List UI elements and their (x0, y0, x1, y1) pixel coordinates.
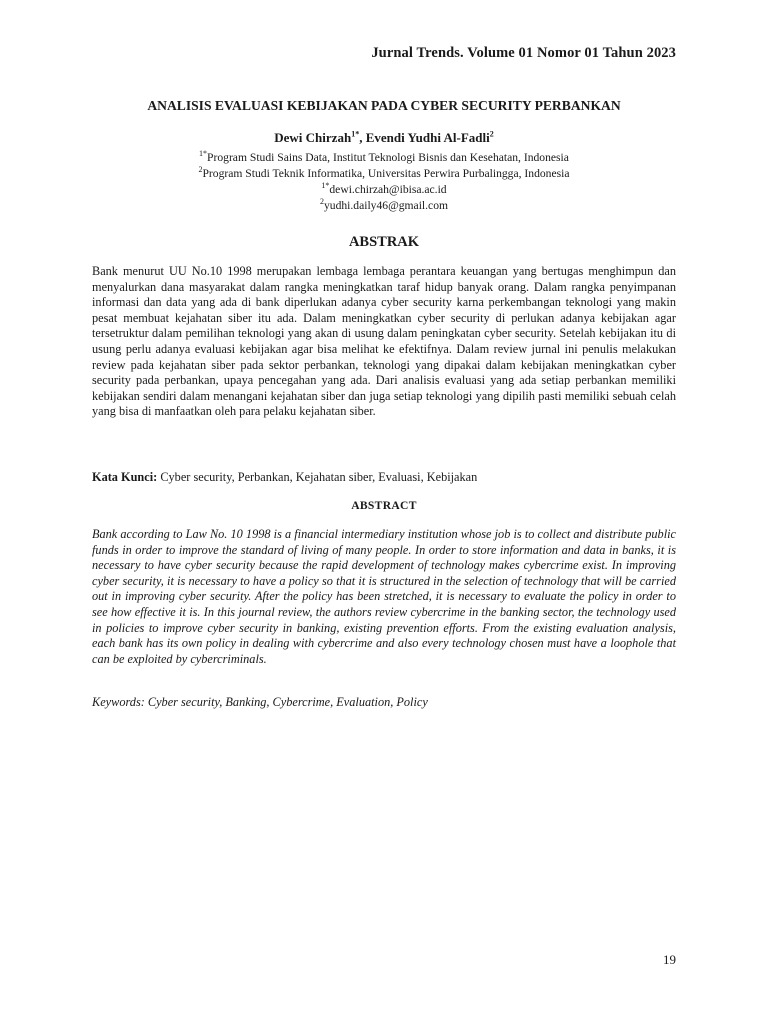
kata-kunci-label: Kata Kunci: (92, 470, 158, 484)
page-number: 19 (663, 952, 676, 967)
author-name: Dewi Chirzah (274, 130, 352, 145)
affiliation-superscript: 2 (198, 165, 203, 175)
email-line (92, 182, 676, 198)
affiliation-line (92, 150, 676, 166)
keywords: Keywords: Cyber security, Banking, Cybercrime, Evaluation, Policy (92, 695, 428, 709)
abstrak-heading: ABSTRAK (348, 234, 420, 250)
email-superscript: 2 (319, 197, 324, 207)
affiliation-list (92, 150, 676, 214)
journal-header: Jurnal Trends. Volume 01 Nomor 01 Tahun 2023 (371, 45, 676, 61)
affiliation-text: Program Studi Sains Data, Institut Teknologi Bisnis dan Kesehatan, Indonesia (207, 151, 569, 164)
author-list (92, 130, 676, 146)
author-superscript: 2 (489, 129, 494, 139)
kata-kunci-text: Cyber security, Perbankan, Kejahatan siber, Evaluasi, Kebijakan (157, 470, 478, 484)
kata-kunci (92, 470, 676, 485)
email-line (92, 198, 676, 214)
affiliation-line (92, 166, 676, 182)
author-name: Evendi Yudhi Al-Fadli (365, 130, 490, 145)
affiliation-text: Program Studi Teknik Informatika, Universitas Perwira Purbalingga, Indonesia (202, 167, 570, 180)
email-text: dewi.chirzah@ibisa.ac.id (329, 183, 447, 196)
email-text: yudhi.daily46@gmail.com (323, 199, 449, 212)
author-superscript: 1* (351, 129, 360, 139)
abstract-heading: ABSTRACT (351, 499, 417, 512)
abstract-body: Bank according to Law No. 10 1998 is a financial intermediary institution whose job is to collect and distribute public funds in order to improve the standard of living of many people. In order to store information and data in banks, it is necessary to have cyber security because the rapid development of technology makes cybercrime exist. In improving cyber security, it is necessary to have a policy so that it is structured in the selection of technology that will be carried out in improving cyber security. After the policy has been stretched, it is necessary to evaluate the policy in order to see how effective it is. In this journal review, the authors review cybercrime in the banking sector, the technology used in policies to improve cyber security in banking, existing prevention efforts. From the existing evaluation analysis, each bank has its own policy in dealing with cybercrime and also every technology chosen must have a loophole that can be exploited by cybercriminals. (92, 527, 676, 666)
author-separator: , (359, 130, 366, 145)
affiliation-superscript: 1* (199, 149, 208, 159)
email-superscript: 1* (321, 181, 330, 191)
paper-title: ANALISIS EVALUASI KEBIJAKAN PADA CYBER SECURITY PERBANKAN (147, 98, 621, 113)
abstrak-body: Bank menurut UU No.10 1998 merupakan lembaga lembaga perantara keuangan yang bertugas menghimpun dan menyalurkan dana masyarakat dalam rangka meningkatkan taraf hidup banyak orang. Dalam rangka penyimpanan informasi dan data yang ada di bank diperlukan adanya cyber security karna perkembangan teknologi yang makin pesat membuat kejahatan siber itu ada. Dalam meningkatkan cyber security di perlukan adanya kebijakan agar tersetruktur dalam pemilihan teknologi yang akan di usung dalam peningkatan cyber security. Setelah kebijakan itu di usung perlu adanya evaluasi kebijakan agar bisa melihat ke efektifnya. Dalam review jurnal ini penulis melakukan review pada kejahatan siber pada sektor perbankan, teknologi yang dipakai dalam kebijakan meningkatkan cyber security pada perbankan, upaya pencegahan yang ada. Dari analisis evaluasi yang ada setiap perbankan memiliki kebijakan sendiri dalam menangani kejahatan siber dan juga setiap teknologi yang dipilih pasti memiliki sebuah celah yang bisa di manfaatkan oleh para pelaku kejahatan siber. (92, 264, 676, 419)
